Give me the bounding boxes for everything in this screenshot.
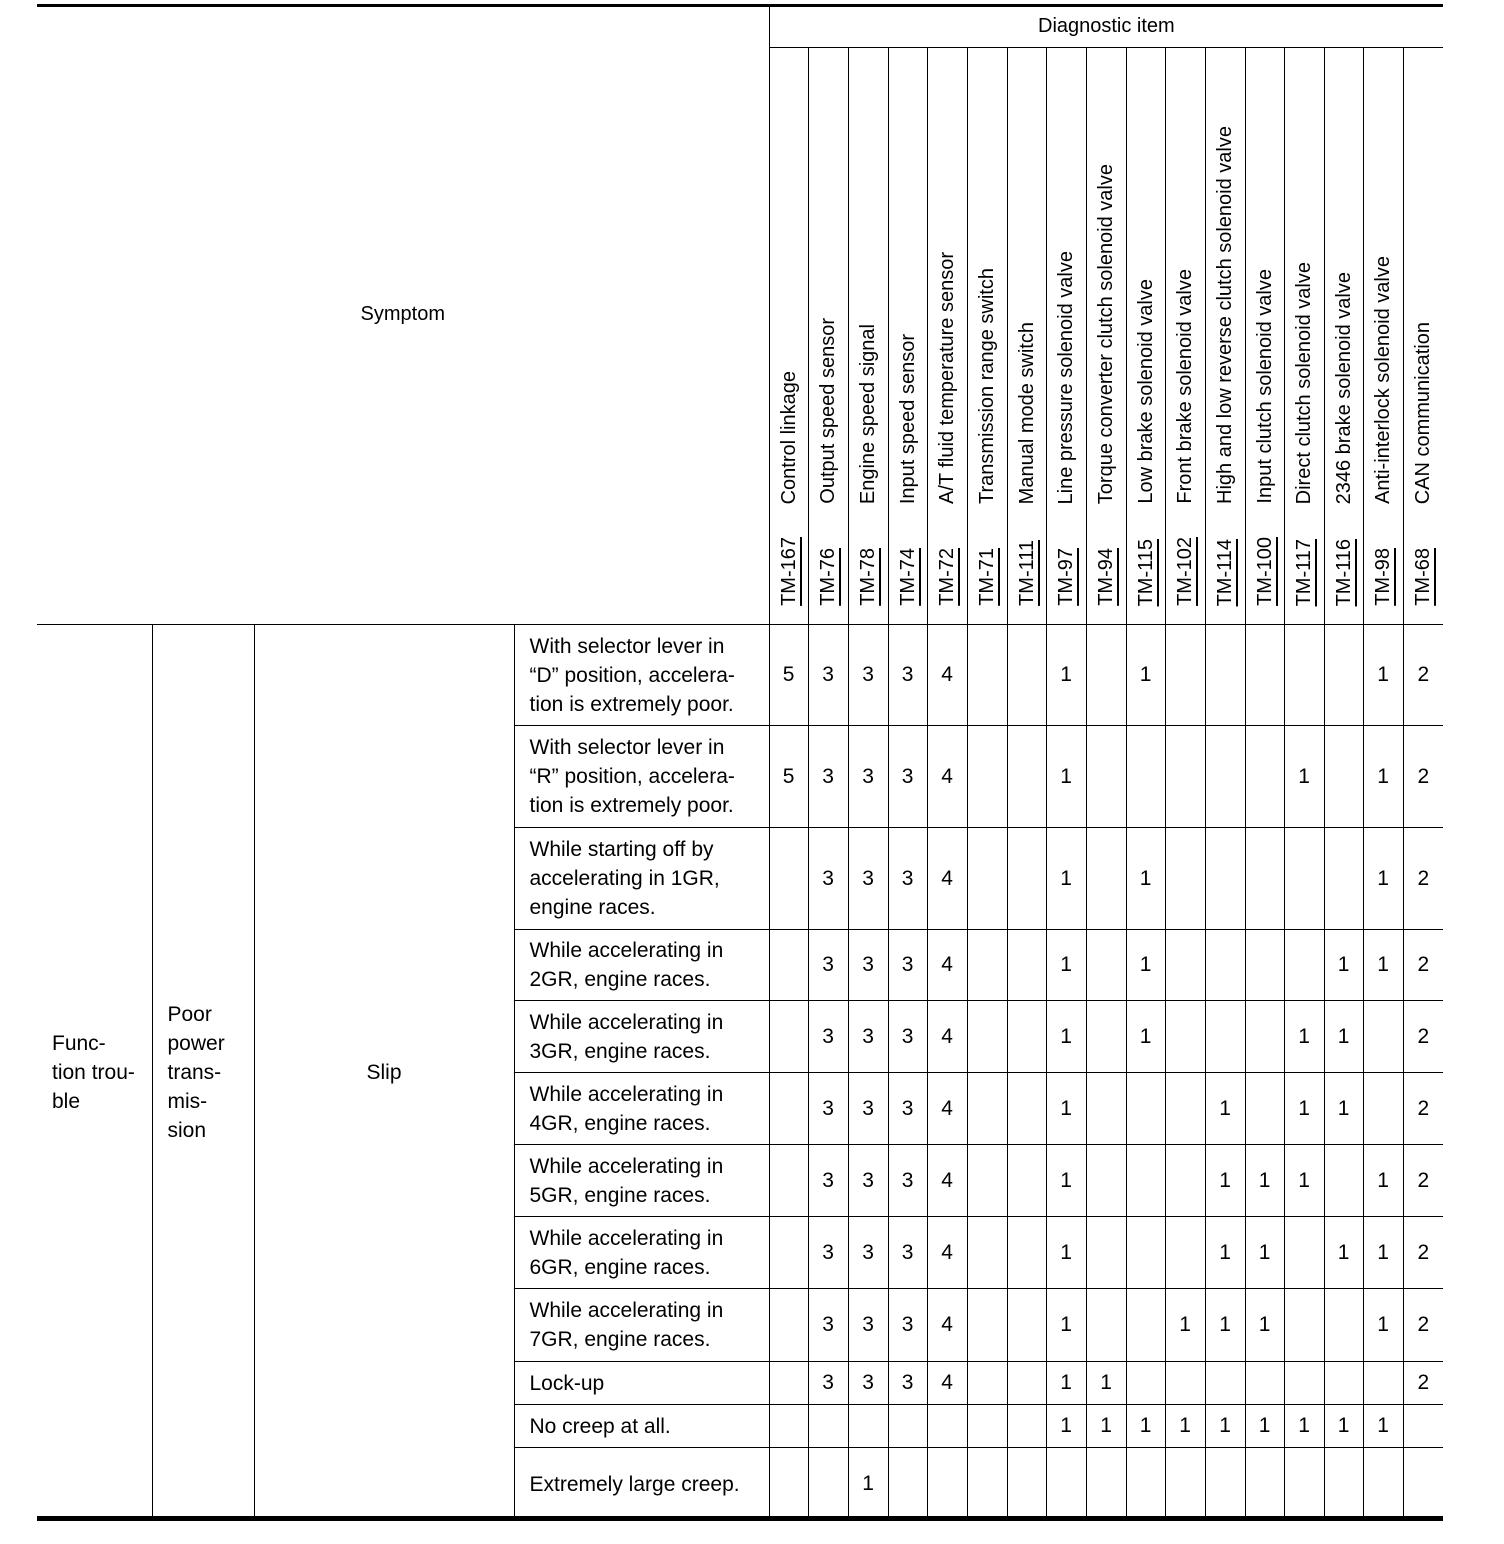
priority-cell: 3	[808, 1362, 848, 1405]
priority-cell: 3	[848, 930, 888, 1001]
priority-cell	[1165, 1001, 1205, 1073]
priority-cell	[967, 1405, 1007, 1448]
column-header	[1284, 48, 1324, 625]
priority-cell: 4	[927, 1001, 967, 1073]
priority-cell: 1	[1363, 726, 1403, 828]
priority-cell	[1165, 1217, 1205, 1289]
priority-cell	[1245, 1362, 1284, 1405]
priority-cell	[1284, 1448, 1324, 1521]
priority-cell	[1086, 1448, 1126, 1521]
category-poor-power-transmission: Poor power trans- mis- sion	[152, 625, 254, 1521]
column-label: Transmission range switch	[976, 267, 999, 504]
column-label: Line pressure solenoid valve	[1055, 250, 1078, 504]
priority-cell	[1324, 726, 1363, 828]
priority-cell	[1165, 930, 1205, 1001]
priority-cell: 1	[1284, 1405, 1324, 1448]
priority-cell	[1126, 1073, 1165, 1145]
column-header	[1403, 48, 1443, 625]
priority-cell: 1	[1046, 1217, 1086, 1289]
priority-cell	[1363, 1448, 1403, 1521]
priority-cell	[1245, 1001, 1284, 1073]
priority-cell	[927, 1405, 967, 1448]
priority-cell	[1086, 828, 1126, 930]
priority-cell: 4	[927, 1289, 967, 1362]
priority-cell: 1	[1126, 625, 1165, 726]
symptom-description: While accelerating in 7GR, engine races.	[514, 1289, 769, 1362]
priority-cell	[1403, 1405, 1443, 1448]
column-label: Direct clutch solenoid valve	[1293, 261, 1316, 504]
priority-cell	[1126, 1217, 1165, 1289]
priority-cell: 1	[1165, 1289, 1205, 1362]
priority-cell: 2	[1403, 1001, 1443, 1073]
priority-cell: 4	[927, 1145, 967, 1217]
priority-cell: 2	[1403, 1073, 1443, 1145]
column-label: A/T fluid temperature sensor	[936, 252, 959, 504]
priority-cell: 1	[1126, 1001, 1165, 1073]
priority-cell	[1007, 1362, 1046, 1405]
priority-cell	[1007, 1073, 1046, 1145]
column-ref-link[interactable]: TM-117	[1293, 538, 1316, 606]
column-header	[848, 48, 888, 625]
priority-cell: 2	[1403, 1289, 1443, 1362]
column-label: Output speed sensor	[817, 318, 840, 504]
priority-cell	[769, 1217, 808, 1289]
priority-cell	[888, 1405, 927, 1448]
priority-cell	[1165, 1073, 1205, 1145]
priority-cell	[1007, 1217, 1046, 1289]
column-ref-link[interactable]: TM-72	[936, 548, 959, 606]
priority-cell	[1284, 930, 1324, 1001]
priority-cell	[808, 1448, 848, 1521]
priority-cell	[1165, 726, 1205, 828]
priority-cell: 1	[1363, 930, 1403, 1001]
priority-cell: 1	[1205, 1073, 1245, 1145]
priority-cell: 3	[848, 625, 888, 726]
column-header	[888, 48, 927, 625]
priority-cell	[1165, 1145, 1205, 1217]
priority-cell: 1	[1363, 1217, 1403, 1289]
priority-cell	[1205, 625, 1245, 726]
symptom-description: Extremely large creep.	[514, 1448, 769, 1521]
priority-cell	[1324, 828, 1363, 930]
priority-cell	[1086, 1001, 1126, 1073]
priority-cell	[1324, 625, 1363, 726]
priority-cell	[1245, 930, 1284, 1001]
priority-cell: 4	[927, 1362, 967, 1405]
column-header	[1086, 48, 1126, 625]
column-ref-link[interactable]: TM-94	[1095, 548, 1118, 606]
column-header	[967, 48, 1007, 625]
priority-cell: 2	[1403, 1362, 1443, 1405]
priority-cell	[1363, 1362, 1403, 1405]
priority-cell: 1	[1205, 1405, 1245, 1448]
column-ref-link[interactable]: TM-111	[1015, 540, 1038, 606]
column-header	[1046, 48, 1086, 625]
priority-cell	[1205, 930, 1245, 1001]
column-label: Low brake solenoid valve	[1134, 279, 1157, 504]
column-header	[1007, 48, 1046, 625]
priority-cell: 2	[1403, 1145, 1443, 1217]
priority-cell: 1	[1324, 1405, 1363, 1448]
priority-cell	[1126, 1362, 1165, 1405]
priority-cell	[967, 1217, 1007, 1289]
priority-cell: 3	[848, 1001, 888, 1073]
column-ref-link[interactable]: TM-116	[1332, 538, 1355, 606]
column-label: Torque converter clutch solenoid valve	[1095, 163, 1118, 504]
priority-cell	[1245, 1073, 1284, 1145]
priority-cell: 3	[888, 1073, 927, 1145]
priority-cell	[1324, 1145, 1363, 1217]
column-header	[1363, 48, 1403, 625]
priority-cell	[1284, 1289, 1324, 1362]
priority-cell	[848, 1405, 888, 1448]
diagnostic-table	[37, 5, 1443, 1521]
column-header	[1324, 48, 1363, 625]
priority-cell: 2	[1403, 1217, 1443, 1289]
priority-cell: 1	[1046, 1145, 1086, 1217]
priority-cell	[769, 1001, 808, 1073]
priority-cell: 3	[888, 1217, 927, 1289]
priority-cell: 1	[1324, 930, 1363, 1001]
column-label: Input clutch solenoid valve	[1253, 269, 1276, 504]
column-header	[1205, 48, 1245, 625]
priority-cell	[967, 625, 1007, 726]
column-label: Input speed sensor	[896, 333, 919, 504]
priority-cell: 3	[888, 828, 927, 930]
priority-cell: 2	[1403, 726, 1443, 828]
priority-cell: 1	[848, 1448, 888, 1521]
priority-cell	[769, 828, 808, 930]
priority-cell	[967, 930, 1007, 1001]
priority-cell: 3	[888, 930, 927, 1001]
priority-cell: 1	[1126, 828, 1165, 930]
table-row	[37, 625, 1443, 726]
priority-cell: 1	[1363, 828, 1403, 930]
priority-cell: 1	[1363, 1289, 1403, 1362]
priority-cell: 3	[888, 1001, 927, 1073]
priority-cell: 1	[1363, 1145, 1403, 1217]
priority-cell: 3	[808, 1145, 848, 1217]
priority-cell: 3	[888, 1362, 927, 1405]
priority-cell: 3	[808, 930, 848, 1001]
diagnostic-item-header: Diagnostic item	[769, 5, 1443, 48]
bottom-rule	[37, 1516, 1443, 1520]
priority-cell: 1	[1324, 1001, 1363, 1073]
priority-cell: 5	[769, 625, 808, 726]
priority-cell	[1245, 1448, 1284, 1521]
priority-cell: 5	[769, 726, 808, 828]
column-label: Manual mode switch	[1015, 321, 1038, 504]
priority-cell: 3	[888, 1145, 927, 1217]
priority-cell: 2	[1403, 625, 1443, 726]
priority-cell	[1007, 930, 1046, 1001]
priority-cell: 1	[1284, 726, 1324, 828]
column-ref-link[interactable]: TM-114	[1214, 538, 1237, 606]
priority-cell: 4	[927, 1217, 967, 1289]
priority-cell	[1086, 625, 1126, 726]
priority-cell	[1205, 1362, 1245, 1405]
priority-cell	[769, 1405, 808, 1448]
priority-cell	[769, 1073, 808, 1145]
priority-cell: 3	[848, 726, 888, 828]
priority-cell: 3	[808, 726, 848, 828]
priority-cell: 1	[1046, 1001, 1086, 1073]
column-label: CAN communication	[1412, 321, 1435, 504]
priority-cell: 1	[1205, 1217, 1245, 1289]
priority-cell	[927, 1448, 967, 1521]
priority-cell: 3	[888, 1289, 927, 1362]
column-ref-link[interactable]: TM-167	[777, 537, 800, 606]
priority-cell	[1205, 1448, 1245, 1521]
category-function-trouble: Func- tion trou- ble	[37, 625, 152, 1521]
column-ref-link[interactable]: TM-115	[1134, 538, 1157, 606]
priority-cell	[967, 726, 1007, 828]
priority-cell	[967, 1448, 1007, 1521]
priority-cell: 1	[1363, 1405, 1403, 1448]
priority-cell: 1	[1363, 625, 1403, 726]
priority-cell	[1324, 1362, 1363, 1405]
priority-cell: 1	[1046, 1289, 1086, 1362]
priority-cell: 3	[808, 625, 848, 726]
priority-cell: 1	[1205, 1145, 1245, 1217]
priority-cell: 3	[808, 1217, 848, 1289]
priority-cell	[1007, 1001, 1046, 1073]
priority-cell	[1284, 1362, 1324, 1405]
symptom-description: While starting off by accelerating in 1GR, engine races.	[514, 828, 769, 930]
symptom-description: With selector lever in “R” position, accelera-tion is extremely poor.	[514, 726, 769, 828]
symptom-description: With selector lever in “D” position, accelera-tion is extremely poor.	[514, 625, 769, 726]
priority-cell	[1086, 1289, 1126, 1362]
priority-cell: 3	[848, 1362, 888, 1405]
column-ref-link[interactable]: TM-74	[896, 548, 919, 606]
column-ref-link[interactable]: TM-68	[1412, 548, 1435, 606]
priority-cell: 1	[1046, 1362, 1086, 1405]
priority-cell: 1	[1284, 1145, 1324, 1217]
priority-cell	[967, 1073, 1007, 1145]
priority-cell	[769, 1362, 808, 1405]
priority-cell	[769, 1289, 808, 1362]
symptom-description: While accelerating in 5GR, engine races.	[514, 1145, 769, 1217]
column-ref-link[interactable]: TM-97	[1055, 548, 1078, 606]
priority-cell	[1126, 1145, 1165, 1217]
priority-cell: 1	[1046, 1073, 1086, 1145]
priority-cell: 3	[848, 1145, 888, 1217]
priority-cell: 1	[1245, 1405, 1284, 1448]
priority-cell: 2	[1403, 930, 1443, 1001]
priority-cell	[808, 1405, 848, 1448]
priority-cell	[1205, 726, 1245, 828]
priority-cell: 4	[927, 930, 967, 1001]
column-ref-link[interactable]: TM-98	[1372, 548, 1395, 606]
column-ref-link[interactable]: TM-102	[1174, 537, 1197, 606]
priority-cell	[1245, 828, 1284, 930]
priority-cell	[1126, 1448, 1165, 1521]
column-label: High and low reverse clutch solenoid valve	[1214, 126, 1237, 504]
priority-cell	[1403, 1448, 1443, 1521]
priority-cell	[1205, 1001, 1245, 1073]
column-header	[769, 48, 808, 625]
priority-cell: 1	[1165, 1405, 1205, 1448]
priority-cell: 1	[1245, 1289, 1284, 1362]
priority-cell: 1	[1284, 1001, 1324, 1073]
priority-cell	[1363, 1001, 1403, 1073]
priority-cell	[1007, 828, 1046, 930]
category-slip: Slip	[254, 625, 514, 1521]
priority-cell	[1284, 1217, 1324, 1289]
priority-cell	[1245, 726, 1284, 828]
priority-cell	[1086, 1145, 1126, 1217]
column-header	[808, 48, 848, 625]
column-label: Anti-interlock solenoid valve	[1372, 256, 1395, 504]
priority-cell	[1363, 1073, 1403, 1145]
priority-cell: 3	[808, 1289, 848, 1362]
priority-cell	[1165, 1362, 1205, 1405]
priority-cell: 4	[927, 1073, 967, 1145]
symptom-description: While accelerating in 3GR, engine races.	[514, 1001, 769, 1073]
priority-cell: 1	[1046, 726, 1086, 828]
column-header	[1245, 48, 1284, 625]
column-header	[1165, 48, 1205, 625]
priority-cell: 3	[808, 1001, 848, 1073]
priority-cell: 1	[1046, 930, 1086, 1001]
priority-cell	[967, 1362, 1007, 1405]
column-header	[1126, 48, 1165, 625]
symptom-description: While accelerating in 4GR, engine races.	[514, 1073, 769, 1145]
column-label: Control linkage	[777, 370, 800, 504]
priority-cell	[1324, 1448, 1363, 1521]
priority-cell	[967, 1001, 1007, 1073]
column-label: Engine speed signal	[857, 323, 880, 504]
priority-cell	[769, 1448, 808, 1521]
priority-cell	[1284, 625, 1324, 726]
priority-cell	[1165, 625, 1205, 726]
priority-cell: 1	[1046, 625, 1086, 726]
priority-cell	[1007, 1405, 1046, 1448]
column-ref-link[interactable]: TM-100	[1253, 537, 1276, 606]
priority-cell	[1245, 625, 1284, 726]
priority-cell: 1	[1046, 828, 1086, 930]
priority-cell: 1	[1086, 1405, 1126, 1448]
priority-cell: 4	[927, 625, 967, 726]
symptom-description: While accelerating in 6GR, engine races.	[514, 1217, 769, 1289]
priority-cell	[1086, 1217, 1126, 1289]
priority-cell	[967, 1289, 1007, 1362]
column-label: Front brake solenoid valve	[1174, 269, 1197, 504]
priority-cell	[1284, 828, 1324, 930]
priority-cell: 3	[888, 726, 927, 828]
priority-cell	[1046, 1448, 1086, 1521]
priority-cell	[1007, 726, 1046, 828]
priority-cell	[1126, 1289, 1165, 1362]
priority-cell	[769, 930, 808, 1001]
priority-cell: 1	[1046, 1405, 1086, 1448]
symptom-header: Symptom	[37, 5, 769, 625]
priority-cell: 3	[808, 828, 848, 930]
column-header	[927, 48, 967, 625]
priority-cell	[1324, 1289, 1363, 1362]
column-ref-link[interactable]: TM-71	[976, 548, 999, 606]
priority-cell: 1	[1126, 1405, 1165, 1448]
priority-cell: 3	[848, 1217, 888, 1289]
priority-cell	[1007, 1448, 1046, 1521]
column-ref-link[interactable]: TM-78	[857, 548, 880, 606]
priority-cell: 4	[927, 828, 967, 930]
priority-cell	[1007, 625, 1046, 726]
priority-cell	[1086, 1073, 1126, 1145]
column-label: 2346 brake solenoid valve	[1332, 271, 1355, 504]
priority-cell	[1165, 1448, 1205, 1521]
priority-cell	[1126, 726, 1165, 828]
symptom-description: No creep at all.	[514, 1405, 769, 1448]
priority-cell	[1205, 828, 1245, 930]
symptom-description: While accelerating in 2GR, engine races.	[514, 930, 769, 1001]
priority-cell: 3	[848, 1289, 888, 1362]
priority-cell: 1	[1324, 1073, 1363, 1145]
priority-cell	[888, 1448, 927, 1521]
priority-cell	[1165, 828, 1205, 930]
priority-cell: 1	[1086, 1362, 1126, 1405]
priority-cell	[1086, 726, 1126, 828]
priority-cell	[1007, 1145, 1046, 1217]
priority-cell: 3	[808, 1073, 848, 1145]
priority-cell	[769, 1145, 808, 1217]
priority-cell	[1007, 1289, 1046, 1362]
priority-cell: 2	[1403, 828, 1443, 930]
priority-cell: 1	[1324, 1217, 1363, 1289]
priority-cell	[967, 1145, 1007, 1217]
priority-cell: 4	[927, 726, 967, 828]
priority-cell: 3	[848, 1073, 888, 1145]
priority-cell: 3	[848, 828, 888, 930]
priority-cell: 1	[1284, 1073, 1324, 1145]
priority-cell: 1	[1205, 1289, 1245, 1362]
priority-cell	[967, 828, 1007, 930]
priority-cell: 1	[1245, 1145, 1284, 1217]
column-ref-link[interactable]: TM-76	[817, 548, 840, 606]
priority-cell	[1086, 930, 1126, 1001]
symptom-description: Lock-up	[514, 1362, 769, 1405]
priority-cell: 1	[1126, 930, 1165, 1001]
priority-cell: 1	[1245, 1217, 1284, 1289]
priority-cell: 3	[888, 625, 927, 726]
